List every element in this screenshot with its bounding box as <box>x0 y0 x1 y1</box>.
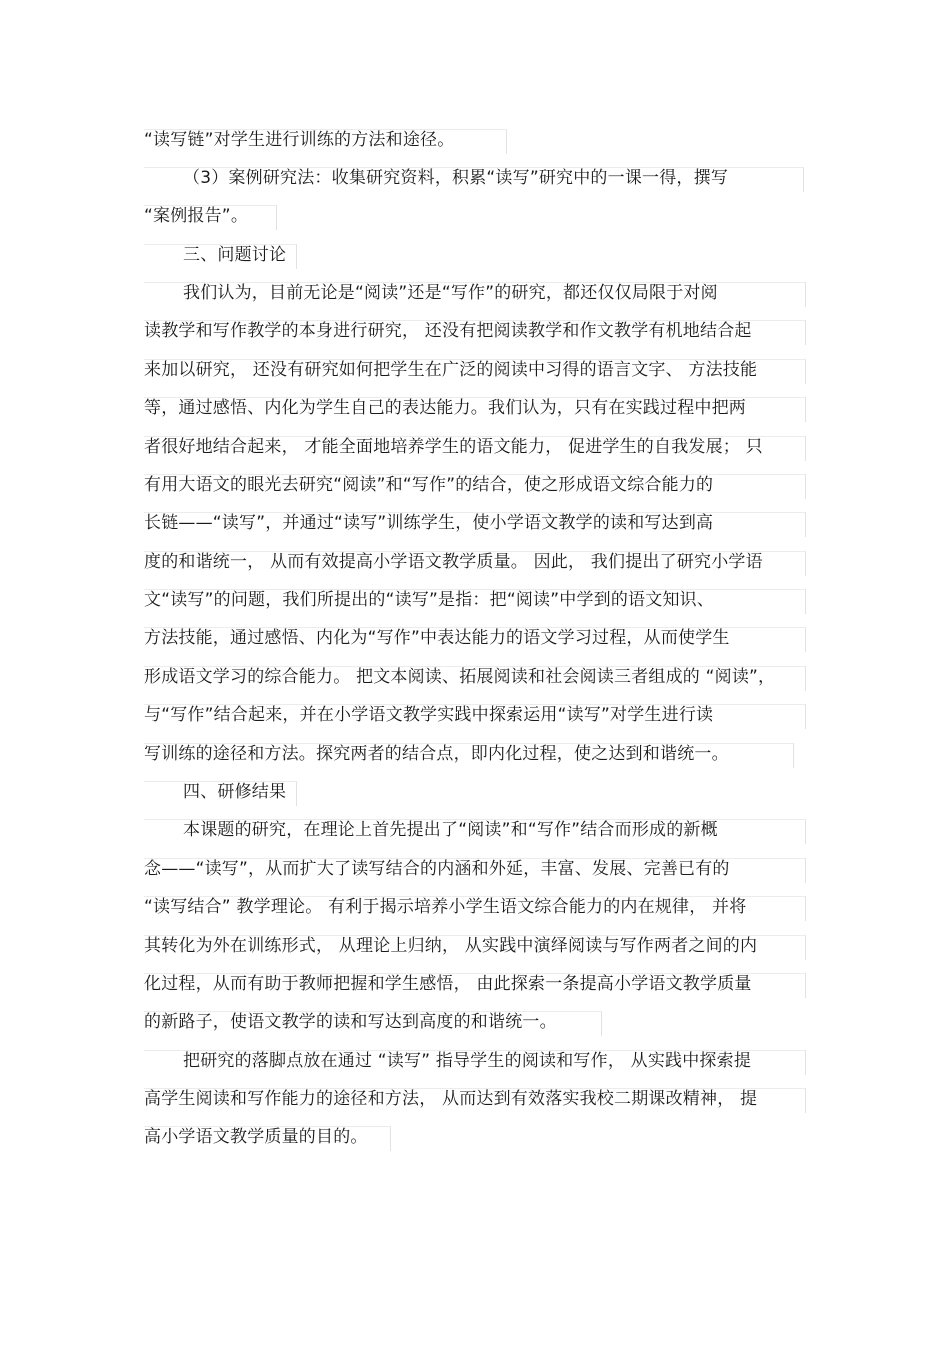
method-heading-line: （3）案例研究法：收集研究资料，积累“读写”研究中的一课一得，撰写 <box>183 168 729 188</box>
paragraph-first-line: 把研究的落脚点放在通过 “读写” 指导学生的阅读和写作， 从实践中探索提 <box>183 1051 752 1071</box>
body-line: “案例报告”。 <box>144 206 249 226</box>
section-heading-discussion: 三、问题讨论 <box>183 245 287 265</box>
body-line: 的新路子，使语文教学的读和写达到高度的和谐统一。 <box>144 1012 557 1032</box>
body-line: 写训练的途径和方法。探究两者的结合点，即内化过程，使之达到和谐统一。 <box>144 744 729 764</box>
paragraph-first-line: 本课题的研究，在理论上首先提出了“阅读”和“写作”结合而形成的新概 <box>183 820 718 840</box>
body-line: 有用大语文的眼光去研究“阅读”和“写作”的结合，使之形成语文综合能力的 <box>144 475 714 495</box>
body-line: 长链——“读写”，并通过“读写”训练学生，使小学语文教学的读和写达到高 <box>144 513 714 533</box>
section-heading-results: 四、研修结果 <box>183 782 287 802</box>
body-line: 者很好地结合起来， 才能全面地培养学生的语文能力， 促进学生的自我发展； 只 <box>144 437 763 457</box>
body-line: 来加以研究， 还没有研究如何把学生在广泛的阅读中习得的语言文字、 方法技能 <box>144 360 758 380</box>
body-line: 高学生阅读和写作能力的途径和方法， 从而达到有效落实我校二期课改精神， 提 <box>144 1089 758 1109</box>
body-line: 等，通过感悟、内化为学生自己的表达能力。我们认为，只有在实践过程中把两 <box>144 398 746 418</box>
body-line: 化过程，从而有助于教师把握和学生感悟， 由此探索一条提高小学语文教学质量 <box>144 974 752 994</box>
body-line: 与“写作”结合起来，并在小学语文教学实践中探索运用“读写”对学生进行读 <box>144 705 714 725</box>
body-line: 高小学语文教学质量的目的。 <box>144 1127 368 1147</box>
body-line: 读教学和写作教学的本身进行研究， 还没有把阅读教学和作文教学有机地结合起 <box>144 321 752 341</box>
body-line: “读写链”对学生进行训练的方法和途径。 <box>144 130 455 150</box>
body-line: “读写结合” 教学理论。 有利于揭示培养小学生语文综合能力的内在规律， 并将 <box>144 897 747 917</box>
body-line: 度的和谐统一， 从而有效提高小学语文教学质量。 因此， 我们提出了研究小学语 <box>144 552 763 572</box>
body-line: 文“读写”的问题，我们所提出的“读写”是指：把“阅读”中学到的语文知识、 <box>144 590 715 610</box>
paragraph-first-line: 我们认为，目前无论是“阅读”还是“写作”的研究，都还仅仅局限于对阅 <box>183 283 718 303</box>
body-line: 其转化为外在训练形式， 从理论上归纳， 从实践中演绎阅读与写作两者之间的内 <box>144 936 758 956</box>
body-line: 念——“读写”，从而扩大了读写结合的内涵和外延，丰富、发展、完善已有的 <box>144 859 730 879</box>
body-line: 形成语文学习的综合能力。 把文本阅读、拓展阅读和社会阅读三者组成的 “阅读”， <box>144 667 776 687</box>
body-line: 方法技能，通过感悟、内化为“写作”中表达能力的语文学习过程，从而使学生 <box>144 628 730 648</box>
